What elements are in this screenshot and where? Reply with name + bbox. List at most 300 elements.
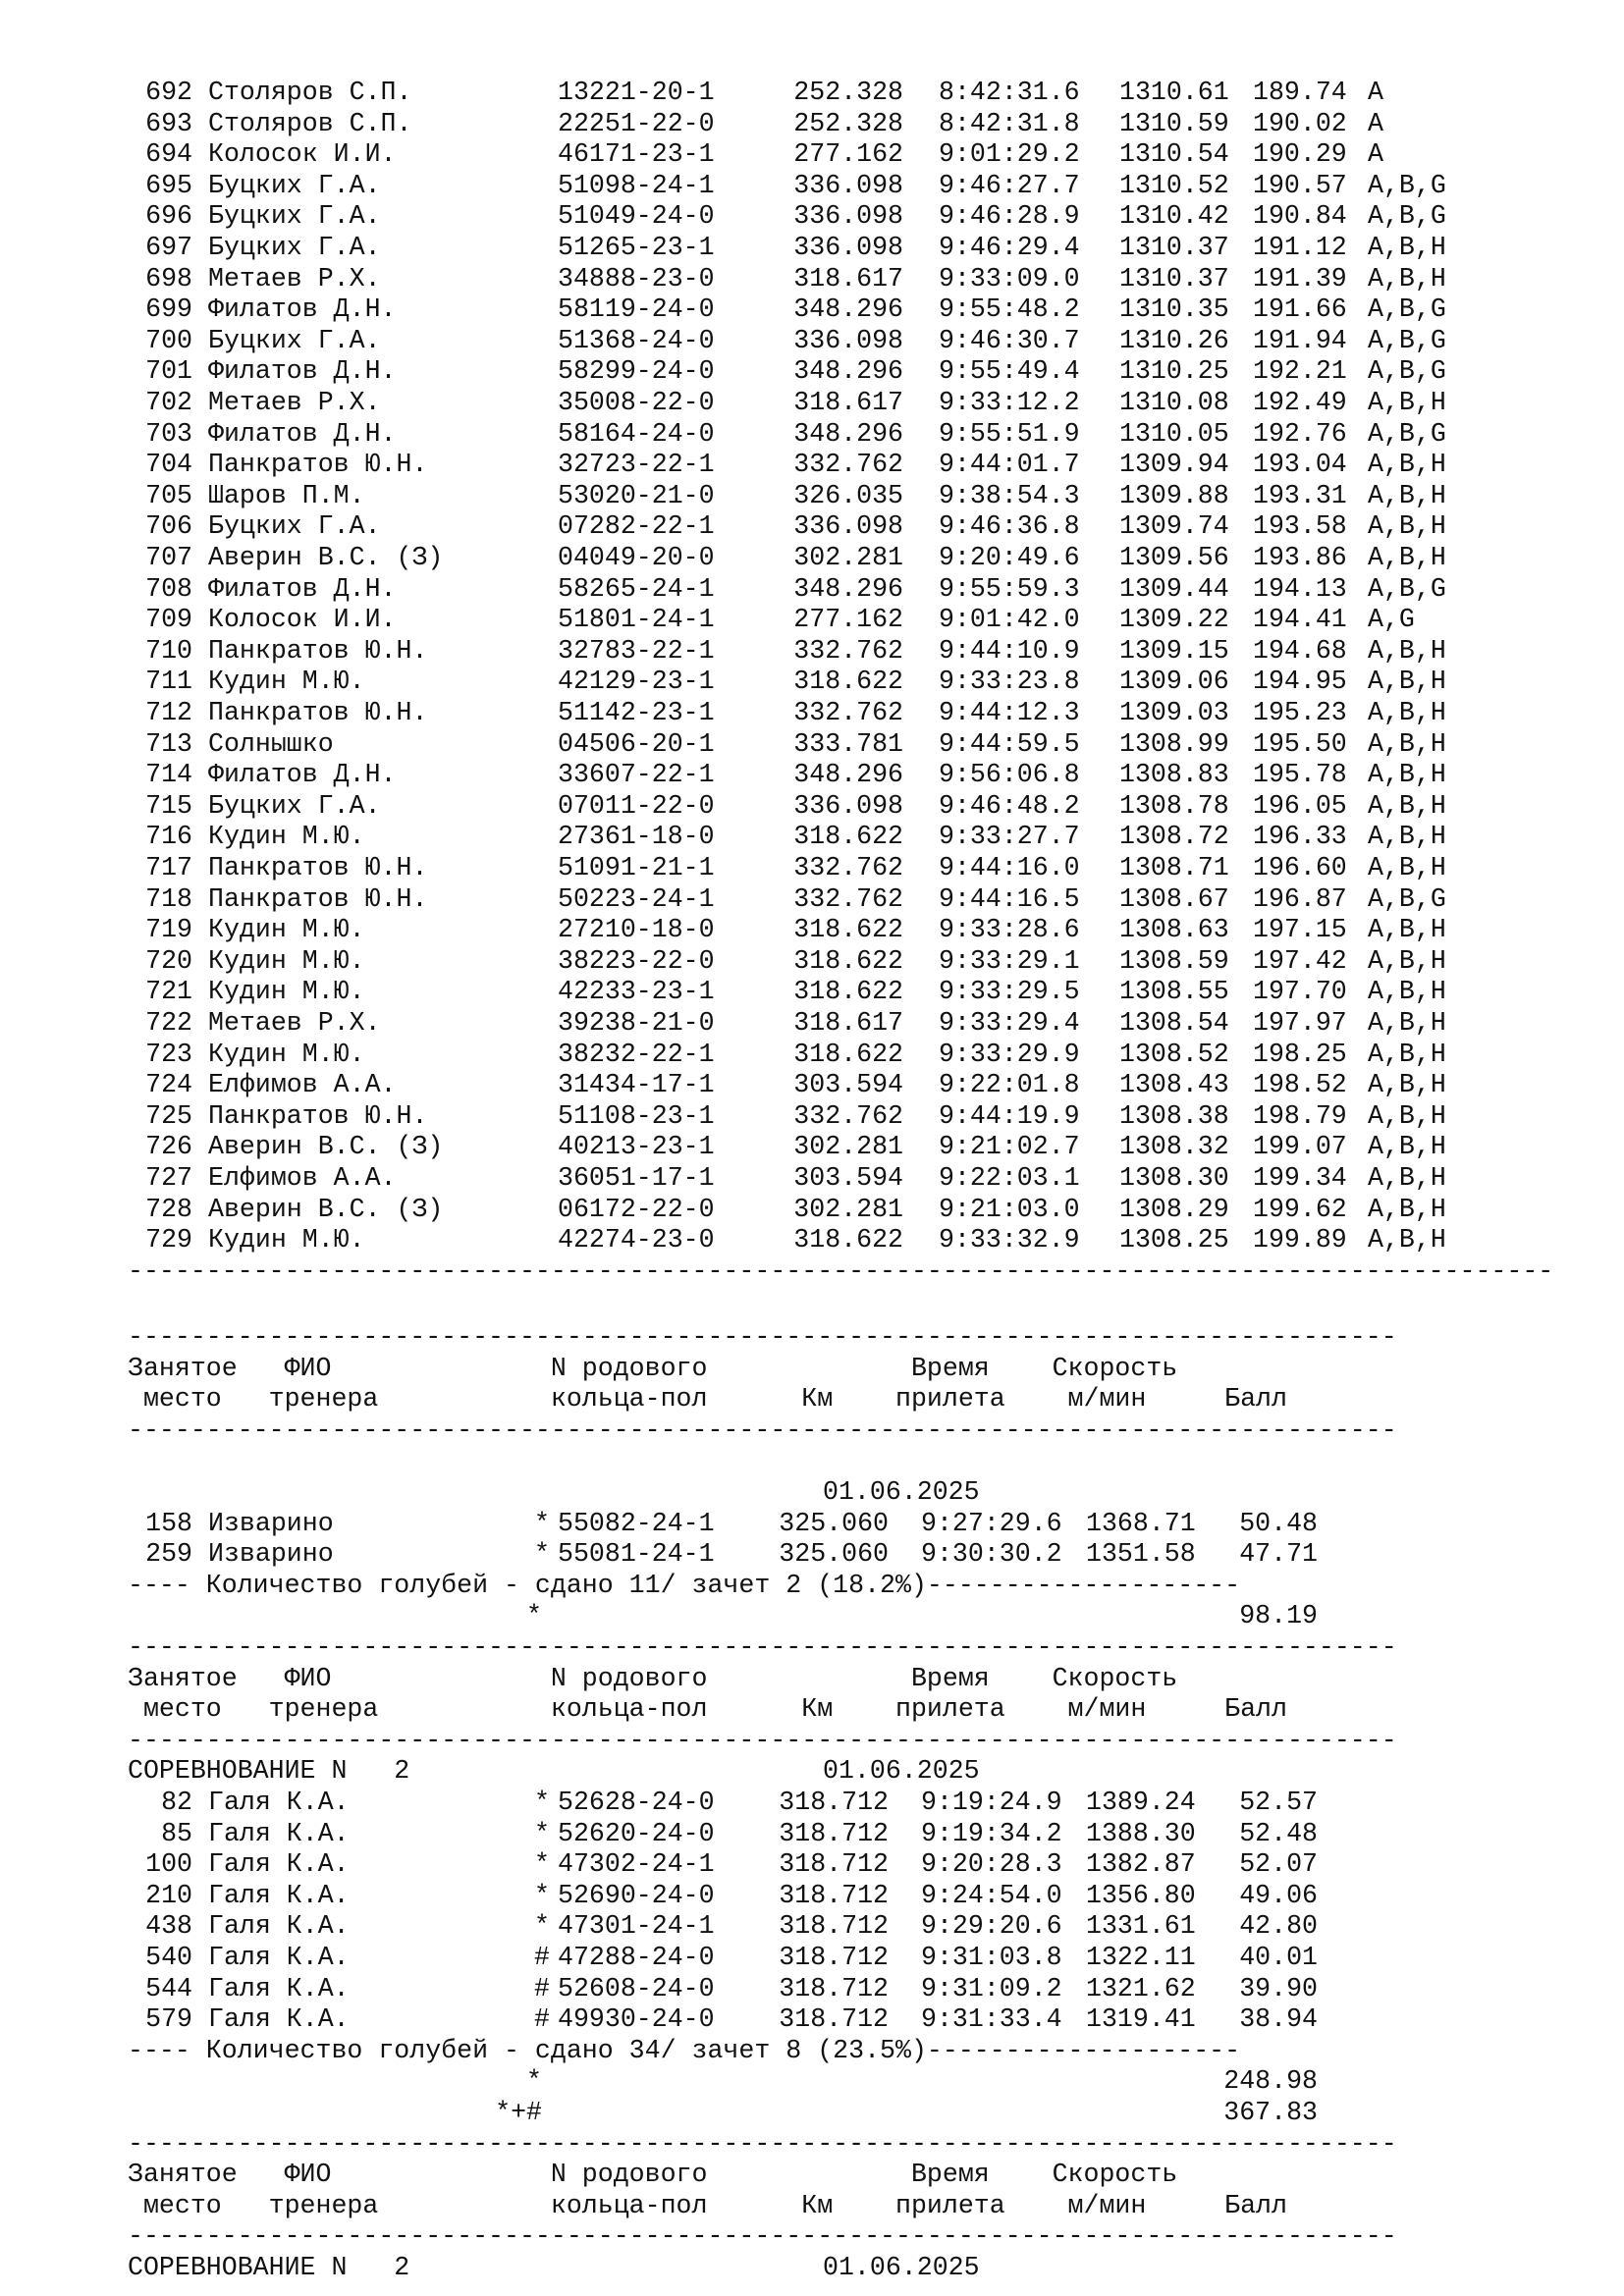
- entry-ring: 47288-24-0: [558, 1943, 715, 1972]
- result-time: 9:55:49.4: [939, 356, 1080, 387]
- result-time: 9:56:06.8: [939, 760, 1080, 790]
- entry-name: Изварино: [208, 1508, 334, 1538]
- result-speed: 1309.56: [1119, 543, 1229, 572]
- result-ring: 58119-24-0: [558, 294, 715, 325]
- result-groups: A,B,H: [1368, 1100, 1446, 1131]
- result-ring: 31434-17-1: [558, 1070, 715, 1100]
- entry-speed: 1331.61: [1086, 1911, 1196, 1942]
- result-name: Кудин М.Ю.: [208, 915, 365, 945]
- result-groups: A,B,H: [1368, 635, 1446, 666]
- entry-time: 9:30:30.2: [921, 1539, 1062, 1570]
- result-km: 348.296: [793, 418, 903, 449]
- result-km: 302.281: [793, 1194, 903, 1224]
- result-groups: A,B,H: [1368, 511, 1446, 542]
- result-time: 9:46:29.4: [939, 233, 1080, 262]
- column-header-line1: Занятое ФИО N родового Время Скорость: [128, 1353, 1178, 1383]
- result-km: 277.162: [793, 605, 903, 635]
- result-groups: A,B,G: [1368, 418, 1446, 449]
- result-ring: 39238-21-0: [558, 1008, 715, 1038]
- divider-text: ---------------------------------------------------------------------------------: [128, 1632, 1397, 1662]
- result-name: Панкратов Ю.Н.: [208, 853, 428, 882]
- result-time: 9:46:36.8: [939, 511, 1080, 542]
- column-header-line1: Занятое ФИО N родового Время Скорость: [128, 2160, 1178, 2190]
- result-points: 194.41: [1253, 605, 1347, 635]
- result-groups: A,B,G: [1368, 201, 1446, 232]
- result-speed: 1309.44: [1119, 573, 1229, 604]
- result-km: 318.622: [793, 667, 903, 697]
- entry-mark: #: [534, 1943, 550, 1972]
- entry-points: 50.48: [1239, 1508, 1318, 1538]
- result-km: 318.622: [793, 945, 903, 976]
- result-points: 192.76: [1253, 418, 1347, 449]
- entry-ring: 52620-24-0: [558, 1818, 715, 1848]
- result-points: 192.49: [1253, 388, 1347, 417]
- result-ring: 50223-24-1: [558, 883, 715, 914]
- result-km: 332.762: [793, 883, 903, 914]
- result-speed: 1308.72: [1119, 822, 1229, 852]
- result-groups: A,B,H: [1368, 233, 1446, 262]
- entry-place: 438: [145, 1911, 192, 1942]
- result-name: Буцких Г.А.: [208, 201, 381, 232]
- result-speed: 1310.25: [1119, 356, 1229, 387]
- result-name: Колосок И.И.: [208, 605, 397, 635]
- result-time: 9:01:42.0: [939, 605, 1080, 635]
- result-points: 190.29: [1253, 139, 1347, 170]
- result-time: 9:33:29.4: [939, 1008, 1080, 1038]
- result-km: 332.762: [793, 450, 903, 480]
- result-time: 9:44:12.3: [939, 698, 1080, 727]
- entry-km: 318.712: [779, 1818, 889, 1848]
- entry-place: 82: [161, 1788, 192, 1817]
- result-name: Буцких Г.А.: [208, 511, 381, 542]
- competition-title: СОРЕВНОВАНИЕ N 2: [128, 1756, 410, 1787]
- result-time: 9:44:10.9: [939, 635, 1080, 666]
- result-name: Панкратов Ю.Н.: [208, 450, 428, 480]
- entry-name: Галя К.А.: [208, 1880, 350, 1910]
- result-time: 9:20:49.6: [939, 543, 1080, 572]
- result-place: 715: [145, 790, 192, 821]
- entry-name: Галя К.А.: [208, 1911, 350, 1942]
- result-speed: 1310.37: [1119, 263, 1229, 294]
- entry-place: 579: [145, 2004, 192, 2035]
- result-km: 332.762: [793, 853, 903, 882]
- result-place: 712: [145, 698, 192, 727]
- result-groups: A,B,H: [1368, 822, 1446, 852]
- result-place: 727: [145, 1163, 192, 1193]
- result-place: 719: [145, 915, 192, 945]
- result-km: 336.098: [793, 170, 903, 200]
- result-speed: 1310.37: [1119, 233, 1229, 262]
- result-speed: 1308.83: [1119, 760, 1229, 790]
- entry-ring: 55082-24-1: [558, 1508, 715, 1538]
- result-time: 9:33:29.5: [939, 977, 1080, 1007]
- result-ring: 58299-24-0: [558, 356, 715, 387]
- entry-mark: *: [534, 1539, 550, 1570]
- result-points: 193.31: [1253, 480, 1347, 510]
- result-groups: A,B,H: [1368, 698, 1446, 727]
- result-ring: 38223-22-0: [558, 945, 715, 976]
- entry-mark: *: [534, 1788, 550, 1817]
- entry-speed: 1382.87: [1086, 1849, 1196, 1880]
- result-ring: 51049-24-0: [558, 201, 715, 232]
- pigeon-count-summary: ---- Количество голубей - сдано 34/ зачет 8 (23.5%)--------------------: [128, 2035, 1241, 2065]
- result-points: 199.34: [1253, 1163, 1347, 1193]
- result-points: 196.05: [1253, 790, 1347, 821]
- result-place: 692: [145, 78, 192, 107]
- result-place: 699: [145, 294, 192, 325]
- result-speed: 1308.32: [1119, 1132, 1229, 1162]
- result-ring: 51098-24-1: [558, 170, 715, 200]
- result-name: Буцких Г.А.: [208, 790, 381, 821]
- entry-points: 39.90: [1239, 1973, 1318, 2003]
- competition-date: 01.06.2025: [823, 1477, 980, 1507]
- entry-ring: 52690-24-0: [558, 1880, 715, 1910]
- entry-ring: 52608-24-0: [558, 1973, 715, 2003]
- total-mark: *: [526, 1601, 542, 1631]
- result-ring: 42274-23-0: [558, 1225, 715, 1255]
- result-km: 318.622: [793, 915, 903, 945]
- result-name: Аверин В.С. (З): [208, 1194, 444, 1224]
- result-place: 716: [145, 822, 192, 852]
- result-name: Панкратов Ю.Н.: [208, 635, 428, 666]
- result-place: 714: [145, 760, 192, 790]
- result-time: 9:55:51.9: [939, 418, 1080, 449]
- entry-speed: 1389.24: [1086, 1788, 1196, 1817]
- result-km: 303.594: [793, 1070, 903, 1100]
- divider-text: ---------------------------------------------------------------------------------: [128, 2128, 1397, 2159]
- result-km: 348.296: [793, 573, 903, 604]
- result-ring: 07282-22-1: [558, 511, 715, 542]
- result-points: 190.02: [1253, 108, 1347, 138]
- result-time: 9:33:09.0: [939, 263, 1080, 294]
- result-time: 9:21:02.7: [939, 1132, 1080, 1162]
- entry-mark: *: [534, 1880, 550, 1910]
- result-place: 711: [145, 667, 192, 697]
- result-groups: A,B,H: [1368, 1039, 1446, 1069]
- result-groups: A: [1368, 78, 1383, 107]
- result-time: 9:46:27.7: [939, 170, 1080, 200]
- result-groups: A,B,H: [1368, 1070, 1446, 1100]
- result-ring: 58265-24-1: [558, 573, 715, 604]
- result-time: 9:33:28.6: [939, 915, 1080, 945]
- result-name: Буцких Г.А.: [208, 233, 381, 262]
- result-place: 718: [145, 883, 192, 914]
- result-speed: 1310.42: [1119, 201, 1229, 232]
- result-time: 9:55:59.3: [939, 573, 1080, 604]
- result-groups: A: [1368, 139, 1383, 170]
- result-groups: A,B,G: [1368, 170, 1446, 200]
- result-name: Филатов Д.Н.: [208, 573, 397, 604]
- entry-name: Галя К.А.: [208, 1943, 350, 1972]
- result-points: 195.23: [1253, 698, 1347, 727]
- result-ring: 51142-23-1: [558, 698, 715, 727]
- result-place: 705: [145, 480, 192, 510]
- result-ring: 04506-20-1: [558, 728, 715, 759]
- result-ring: 46171-23-1: [558, 139, 715, 170]
- result-place: 697: [145, 233, 192, 262]
- result-time: 9:33:29.1: [939, 945, 1080, 976]
- result-km: 332.762: [793, 635, 903, 666]
- result-km: 252.328: [793, 108, 903, 138]
- competition-title: СОРЕВНОВАНИЕ N 2: [128, 2253, 410, 2282]
- result-place: 704: [145, 450, 192, 480]
- divider-text: -------------------------------------------------------------------------------------------: [128, 1255, 1554, 1286]
- result-name: Кудин М.Ю.: [208, 977, 365, 1007]
- result-ring: 07011-22-0: [558, 790, 715, 821]
- entry-points: 40.01: [1239, 1943, 1318, 1972]
- result-speed: 1310.26: [1119, 325, 1229, 355]
- result-points: 193.04: [1253, 450, 1347, 480]
- result-place: 696: [145, 201, 192, 232]
- entry-name: Галя К.А.: [208, 1788, 350, 1817]
- entry-points: 49.06: [1239, 1880, 1318, 1910]
- divider-text: ---------------------------------------------------------------------------------: [128, 1725, 1397, 1755]
- result-groups: A: [1368, 108, 1383, 138]
- result-points: 194.95: [1253, 667, 1347, 697]
- result-speed: 1310.59: [1119, 108, 1229, 138]
- entry-mark: *: [534, 1849, 550, 1880]
- entry-mark: *: [534, 1508, 550, 1538]
- entry-points: 52.48: [1239, 1818, 1318, 1848]
- entry-km: 318.712: [779, 2004, 889, 2035]
- result-points: 197.97: [1253, 1008, 1347, 1038]
- entry-km: 318.712: [779, 1849, 889, 1880]
- result-speed: 1310.08: [1119, 388, 1229, 417]
- divider-text: ---------------------------------------------------------------------------------: [128, 1415, 1397, 1445]
- result-place: 701: [145, 356, 192, 387]
- result-time: 9:44:16.5: [939, 883, 1080, 914]
- entry-name: Галя К.А.: [208, 1973, 350, 2003]
- result-name: Колосок И.И.: [208, 139, 397, 170]
- result-points: 191.39: [1253, 263, 1347, 294]
- result-place: 725: [145, 1100, 192, 1131]
- result-groups: A,B,H: [1368, 760, 1446, 790]
- result-groups: A,B,H: [1368, 263, 1446, 294]
- entry-time: 9:27:29.6: [921, 1508, 1062, 1538]
- result-groups: A,B,H: [1368, 1008, 1446, 1038]
- entry-km: 318.712: [779, 1943, 889, 1972]
- result-time: 9:46:48.2: [939, 790, 1080, 821]
- result-time: 9:38:54.3: [939, 480, 1080, 510]
- result-speed: 1308.71: [1119, 853, 1229, 882]
- result-groups: A,B,H: [1368, 977, 1446, 1007]
- result-speed: 1309.03: [1119, 698, 1229, 727]
- result-name: Столяров С.П.: [208, 78, 412, 107]
- entry-time: 9:19:34.2: [921, 1818, 1062, 1848]
- result-time: 9:46:28.9: [939, 201, 1080, 232]
- result-speed: 1308.30: [1119, 1163, 1229, 1193]
- result-place: 717: [145, 853, 192, 882]
- result-name: Панкратов Ю.Н.: [208, 883, 428, 914]
- column-header-line2: место тренера кольца-пол Км прилета м/мин Балл: [128, 2190, 1287, 2220]
- result-ring: 36051-17-1: [558, 1163, 715, 1193]
- result-km: 336.098: [793, 233, 903, 262]
- result-place: 693: [145, 108, 192, 138]
- result-name: Филатов Д.Н.: [208, 356, 397, 387]
- result-km: 318.622: [793, 977, 903, 1007]
- result-place: 708: [145, 573, 192, 604]
- result-speed: 1309.06: [1119, 667, 1229, 697]
- entry-points: 47.71: [1239, 1539, 1318, 1570]
- result-name: Метаев Р.Х.: [208, 388, 381, 417]
- entry-speed: 1388.30: [1086, 1818, 1196, 1848]
- entry-name: Изварино: [208, 1539, 334, 1570]
- result-place: 723: [145, 1039, 192, 1069]
- result-place: 698: [145, 263, 192, 294]
- result-place: 724: [145, 1070, 192, 1100]
- entry-ring: 49930-24-0: [558, 2004, 715, 2035]
- result-points: 190.57: [1253, 170, 1347, 200]
- entry-km: 318.712: [779, 1880, 889, 1910]
- result-ring: 51801-24-1: [558, 605, 715, 635]
- result-place: 720: [145, 945, 192, 976]
- result-km: 318.617: [793, 263, 903, 294]
- result-groups: A,B,G: [1368, 573, 1446, 604]
- result-km: 303.594: [793, 1163, 903, 1193]
- result-speed: 1308.55: [1119, 977, 1229, 1007]
- entry-speed: 1356.80: [1086, 1880, 1196, 1910]
- entry-name: Галя К.А.: [208, 1849, 350, 1880]
- result-groups: A,B,H: [1368, 728, 1446, 759]
- result-time: 9:22:01.8: [939, 1070, 1080, 1100]
- result-ring: 35008-22-0: [558, 388, 715, 417]
- result-time: 9:44:19.9: [939, 1100, 1080, 1131]
- result-groups: A,B,H: [1368, 1132, 1446, 1162]
- result-speed: 1308.54: [1119, 1008, 1229, 1038]
- entry-points: 52.07: [1239, 1849, 1318, 1880]
- entry-km: 318.712: [779, 1973, 889, 2003]
- result-points: 193.58: [1253, 511, 1347, 542]
- result-name: Метаев Р.Х.: [208, 263, 381, 294]
- total-mark: *: [526, 2066, 542, 2097]
- result-speed: 1308.63: [1119, 915, 1229, 945]
- entry-points: 52.57: [1239, 1788, 1318, 1817]
- total-mark: *+#: [495, 2098, 542, 2127]
- result-km: 332.762: [793, 1100, 903, 1131]
- result-points: 192.21: [1253, 356, 1347, 387]
- result-km: 318.622: [793, 822, 903, 852]
- result-name: Кудин М.Ю.: [208, 667, 365, 697]
- result-name: Панкратов Ю.Н.: [208, 1100, 428, 1131]
- result-ring: 06172-22-0: [558, 1194, 715, 1224]
- entry-points: 38.94: [1239, 2004, 1318, 2035]
- competition-date: 01.06.2025: [823, 2253, 980, 2282]
- total-value: 248.98: [1223, 2066, 1318, 2097]
- entry-time: 9:24:54.0: [921, 1880, 1062, 1910]
- result-speed: 1308.78: [1119, 790, 1229, 821]
- result-km: 252.328: [793, 78, 903, 107]
- result-speed: 1308.25: [1119, 1225, 1229, 1255]
- result-points: 191.12: [1253, 233, 1347, 262]
- result-speed: 1308.38: [1119, 1100, 1229, 1131]
- result-points: 197.15: [1253, 915, 1347, 945]
- result-km: 348.296: [793, 356, 903, 387]
- result-km: 336.098: [793, 511, 903, 542]
- entry-place: 544: [145, 1973, 192, 2003]
- result-points: 191.94: [1253, 325, 1347, 355]
- entry-time: 9:29:20.6: [921, 1911, 1062, 1942]
- entry-name: Галя К.А.: [208, 2004, 350, 2035]
- column-header-line1: Занятое ФИО N родового Время Скорость: [128, 1663, 1178, 1693]
- entry-km: 325.060: [779, 1508, 889, 1538]
- entry-place: 100: [145, 1849, 192, 1880]
- result-speed: 1308.67: [1119, 883, 1229, 914]
- result-ring: 51265-23-1: [558, 233, 715, 262]
- result-km: 332.762: [793, 698, 903, 727]
- result-name: Кудин М.Ю.: [208, 1039, 365, 1069]
- result-points: 191.66: [1253, 294, 1347, 325]
- result-place: 706: [145, 511, 192, 542]
- result-name: Филатов Д.Н.: [208, 294, 397, 325]
- result-place: 728: [145, 1194, 192, 1224]
- entry-ring: 52628-24-0: [558, 1788, 715, 1817]
- result-groups: A,B,G: [1368, 883, 1446, 914]
- result-time: 9:33:27.7: [939, 822, 1080, 852]
- result-place: 700: [145, 325, 192, 355]
- result-place: 702: [145, 388, 192, 417]
- result-speed: 1308.43: [1119, 1070, 1229, 1100]
- result-ring: 51368-24-0: [558, 325, 715, 355]
- entry-speed: 1368.71: [1086, 1508, 1196, 1538]
- result-points: 195.50: [1253, 728, 1347, 759]
- result-name: Елфимов А.А.: [208, 1163, 397, 1193]
- result-km: 326.035: [793, 480, 903, 510]
- result-name: Солнышко: [208, 728, 334, 759]
- result-km: 336.098: [793, 201, 903, 232]
- result-name: Панкратов Ю.Н.: [208, 698, 428, 727]
- entry-speed: 1321.62: [1086, 1973, 1196, 2003]
- competition-date: 01.06.2025: [823, 1756, 980, 1787]
- result-groups: A,B,H: [1368, 450, 1446, 480]
- result-ring: 27361-18-0: [558, 822, 715, 852]
- result-ring: 58164-24-0: [558, 418, 715, 449]
- total-value: 98.19: [1239, 1601, 1318, 1631]
- result-km: 318.617: [793, 388, 903, 417]
- result-name: Метаев Р.Х.: [208, 1008, 381, 1038]
- entry-time: 9:31:03.8: [921, 1943, 1062, 1972]
- result-name: Кудин М.Ю.: [208, 822, 365, 852]
- result-time: 9:44:16.0: [939, 853, 1080, 882]
- entry-place: 210: [145, 1880, 192, 1910]
- result-km: 318.622: [793, 1225, 903, 1255]
- entry-ring: 47302-24-1: [558, 1849, 715, 1880]
- result-place: 729: [145, 1225, 192, 1255]
- result-groups: A,B,H: [1368, 1194, 1446, 1224]
- result-km: 318.622: [793, 1039, 903, 1069]
- total-value: 367.83: [1223, 2098, 1318, 2127]
- divider-text: ---------------------------------------------------------------------------------: [128, 2221, 1397, 2252]
- result-points: 199.89: [1253, 1225, 1347, 1255]
- result-place: 726: [145, 1132, 192, 1162]
- entry-ring: 55081-24-1: [558, 1539, 715, 1570]
- result-points: 196.60: [1253, 853, 1347, 882]
- entry-ring: 47301-24-1: [558, 1911, 715, 1942]
- result-name: Столяров С.П.: [208, 108, 412, 138]
- entry-mark: #: [534, 1973, 550, 2003]
- entry-time: 9:19:24.9: [921, 1788, 1062, 1817]
- result-speed: 1308.52: [1119, 1039, 1229, 1069]
- result-ring: 22251-22-0: [558, 108, 715, 138]
- result-speed: 1310.35: [1119, 294, 1229, 325]
- result-time: 9:33:23.8: [939, 667, 1080, 697]
- result-speed: 1310.61: [1119, 78, 1229, 107]
- result-speed: 1309.94: [1119, 450, 1229, 480]
- result-time: 9:22:03.1: [939, 1163, 1080, 1193]
- result-ring: 51091-21-1: [558, 853, 715, 882]
- result-time: 9:55:48.2: [939, 294, 1080, 325]
- result-points: 193.86: [1253, 543, 1347, 572]
- result-name: Аверин В.С. (З): [208, 543, 444, 572]
